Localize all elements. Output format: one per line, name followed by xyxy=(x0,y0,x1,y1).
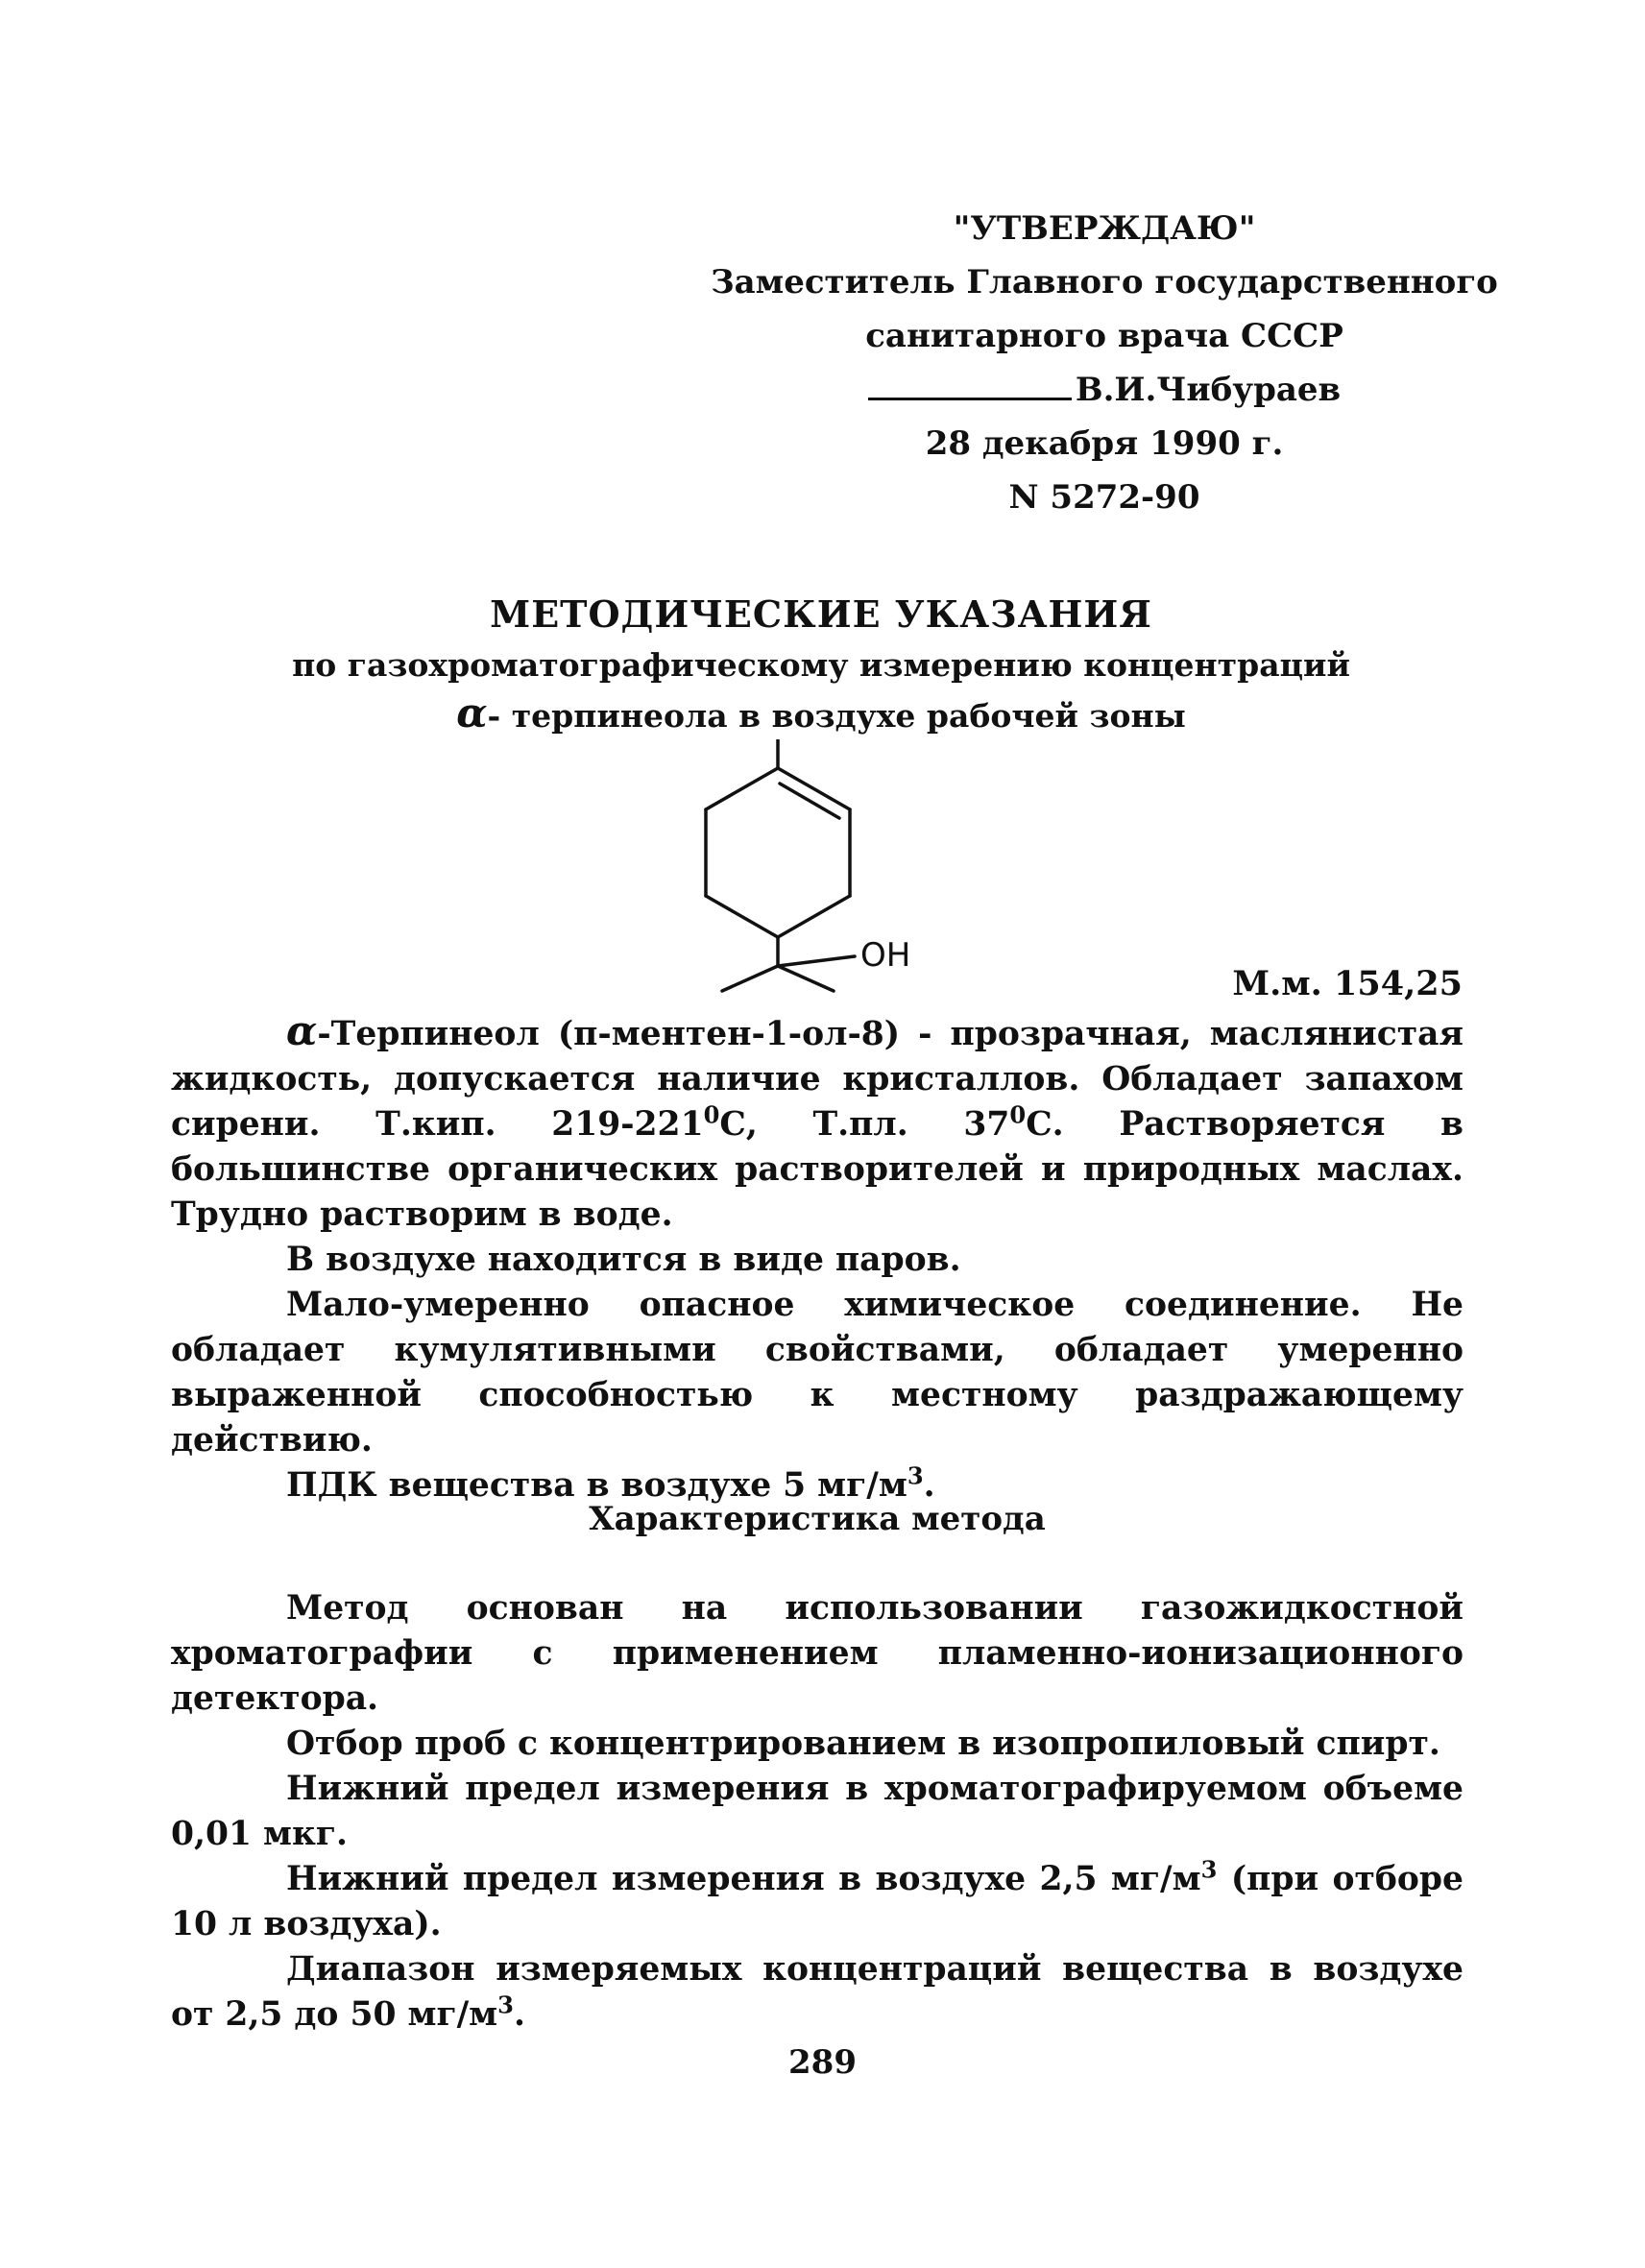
properties-text-a: -Терпинеол (п-ментен-1-ол-8) - прозрачная, маслянистая жидкость, допускается наличие кристаллов. Обладает запахом сирени. Т.кип. 219-221 xyxy=(171,1015,1464,1144)
approval-signature-row xyxy=(711,363,1498,417)
methyl-right-bond xyxy=(778,966,834,991)
approval-number: N 5272-90 xyxy=(1008,478,1200,517)
approval-position-line1: Заместитель Главного государственного xyxy=(711,263,1498,302)
approval-signatory: В.И.Чибураев xyxy=(1075,371,1342,409)
method-p4-text: Нижний предел измерения в воздухе 2,5 мг/м xyxy=(286,1860,1201,1898)
description-paragraph-hazard: Мало-умеренно опасное химическое соединение. Не обладает кумулятивными свойствами, обладает умеренно выраженной способностью к местному раздражающему действию. xyxy=(171,1286,1464,1460)
superscript: 3 xyxy=(497,1991,514,2019)
method-paragraph-2: Отбор проб с концентрированием в изопропиловый спирт. xyxy=(286,1725,1440,1763)
approval-block xyxy=(711,202,1498,524)
document-subtitle-line1: по газохроматографическому измерению концентраций xyxy=(292,646,1350,684)
superscript: 3 xyxy=(907,1461,924,1490)
mac-text: ПДК вещества в воздухе 5 мг/м xyxy=(286,1466,907,1505)
page-number: 289 xyxy=(788,2043,857,2082)
ring-bond-lower-right xyxy=(778,896,850,937)
degree-mark: 0 xyxy=(703,1100,720,1129)
ring-bond-upper-left xyxy=(706,768,778,809)
mac-text-end: . xyxy=(923,1466,935,1505)
subtitle-line2-text: - терпинеола в воздухе рабочей зоны xyxy=(487,697,1186,735)
alpha-symbol: α xyxy=(456,689,488,736)
hydroxyl-label: OH xyxy=(860,936,911,975)
methyl-left-bond xyxy=(722,966,778,991)
alpha-symbol: α xyxy=(286,1007,318,1054)
document-heading xyxy=(173,588,1469,740)
description-paragraph-properties xyxy=(171,1008,1464,1238)
method-p4-text-end: (при отборе 10 л воздуха). xyxy=(171,1860,1464,1943)
properties-text-b: С, Т.пл. 37 xyxy=(719,1105,1010,1144)
method-p5-text-end: . xyxy=(513,1995,525,2034)
section-title: Характеристика метода xyxy=(589,1500,1046,1538)
substance-description xyxy=(171,1008,1464,1508)
molar-mass: М.м. 154,25 xyxy=(1232,964,1463,1003)
hydroxyl-bond xyxy=(778,956,855,966)
method-paragraph-1: Метод основан на использовании газожидкостной хроматографии с применением пламенно-ионизационного детектора. xyxy=(171,1589,1464,1718)
properties-text-c: С. Растворяется в большинстве органических растворителей и природных маслах. Трудно растворим в воде. xyxy=(171,1105,1464,1234)
approval-title: "УТВЕРЖДАЮ" xyxy=(953,209,1256,248)
method-characteristics xyxy=(171,1586,1464,2038)
approval-position-line2: санитарного врача СССР xyxy=(865,317,1343,355)
ring-double-bond-inner xyxy=(780,784,839,818)
superscript: 3 xyxy=(1200,1855,1218,1884)
degree-mark: 0 xyxy=(1009,1100,1027,1129)
method-paragraph-3: Нижний предел измерения в хроматографируемом объеме 0,01 мкг. xyxy=(171,1770,1464,1853)
description-paragraph-state: В воздухе находится в виде паров. xyxy=(286,1241,961,1279)
document-title: МЕТОДИЧЕСКИЕ УКАЗАНИЯ xyxy=(490,592,1152,636)
method-paragraph-4 xyxy=(171,1857,1464,1947)
approval-date: 28 декабря 1990 г. xyxy=(925,424,1284,463)
method-paragraph-5 xyxy=(171,1947,1464,2038)
ring-bond-lower-left xyxy=(706,896,778,937)
terpineol-structure-diagram xyxy=(672,739,960,1018)
document-subtitle-line2 xyxy=(173,689,1469,740)
signature-line xyxy=(868,373,1072,400)
method-p5-text: Диапазон измеряемых концентраций вещества в воздухе от 2,5 до 50 мг/м xyxy=(171,1950,1464,2034)
